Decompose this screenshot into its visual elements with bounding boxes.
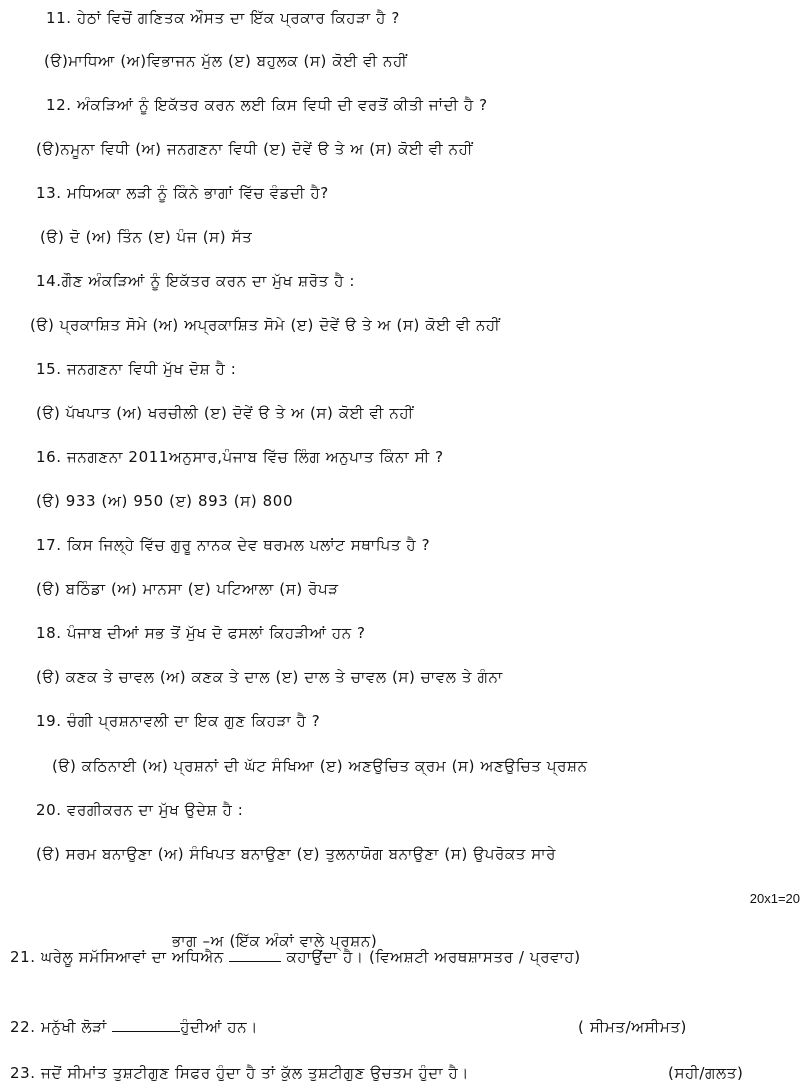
question-21 — [10, 946, 581, 968]
question-23: 23. ਜਦੋਂ ਸੀਮਾਂਤ ਤੁਸ਼ਟੀਗੁਣ ਸਿਫਰ ਹੁੰਦਾ ਹੈ ਤਾਂ ਕੁੱਲ ਤੁਸ਼ਟੀਗੁਣ ਉਚਤਮ ਹੁੰਦਾ ਹੈ। — [10, 1064, 470, 1082]
question-19: 19. ਚੰਗੀ ਪ੍ਰਸ਼ਨਾਵਲੀ ਦਾ ਇਕ ਗੁਣ ਕਿਹੜਾ ਹੈ ? — [36, 712, 321, 730]
question-12: 12. ਅੰਕੜਿਆਂ ਨੂੰ ਇਕੱਤਰ ਕਰਨ ਲਈ ਕਿਸ ਵਿਧੀ ਦੀ ਵਰਤੋਂ ਕੀਤੀ ਜਾਂਦੀ ਹੈ ? — [46, 96, 488, 114]
question-15-options: (ੳ) ਪੱਖਪਾਤ (ਅ) ਖਰਚੀਲੀ (ੲ) ਦੋਵੇਂ ੳ ਤੇ ਅ (ਸ) ਕੋਈ ਵੀ ਨਹੀਂ — [36, 404, 414, 422]
question-20-options: (ੳ) ਸਰਮ ਬਨਾਉਣਾ (ਅ) ਸੰਖਿਪਤ ਬਨਾਉਣਾ (ੲ) ਤੁਲਨਾਯੋਗ ਬਨਾਉਣਾ (ਸ) ਉਪਰੋਕਤ ਸਾਰੇ — [36, 845, 557, 863]
question-15: 15. ਜਨਗਣਨਾ ਵਿਧੀ ਮੁੱਖ ਦੋਸ਼ ਹੈ : — [36, 360, 237, 378]
section-heading: ਭਾਗ –ਅ (ਇੱਕ ਅੰਕਾਂ ਵਾਲੇ ਪ੍ਰਸ਼ਨ) — [172, 932, 378, 950]
question-22-text-after: ਹੁੰਦੀਆਂ ਹਨ। — [180, 1018, 258, 1036]
question-17: 17. ਕਿਸ ਜਿਲ੍ਹੇ ਵਿੱਚ ਗੁਰੂ ਨਾਨਕ ਦੇਵ ਥਰਮਲ ਪਲਾਂਟ ਸਥਾਪਿਤ ਹੈ ? — [36, 536, 431, 554]
question-22 — [10, 1016, 258, 1038]
question-12-options: (ੳ)ਨਮੂਨਾ ਵਿਧੀ (ਅ) ਜਨਗਣਨਾ ਵਿਧੀ (ੲ) ਦੋਵੇਂ ੳ ਤੇ ਅ (ਸ) ਕੋਈ ਵੀ ਨਹੀਂ — [36, 140, 473, 158]
question-22-choice: ( ਸੀਮਤ/ਅਸੀਮਤ) — [578, 1018, 687, 1036]
question-21-blank — [229, 949, 281, 962]
question-20: 20. ਵਰਗੀਕਰਨ ਦਾ ਮੁੱਖ ਉਦੇਸ਼ ਹੈ : — [36, 801, 244, 819]
question-23-choice: (ਸਹੀ/ਗਲਤ) — [668, 1064, 744, 1082]
question-18: 18. ਪੰਜਾਬ ਦੀਆਂ ਸਭ ਤੋਂ ਮੁੱਖ ਦੋ ਫਸਲਾਂ ਕਿਹੜੀਆਂ ਹਨ ? — [36, 624, 366, 642]
question-22-text: 22. ਮਨੁੱਖੀ ਲੋੜਾਂ — [10, 1018, 107, 1036]
question-11: 11. ਹੇਠਾਂ ਵਿਚੋਂ ਗਣਿਤਕ ਔਸਤ ਦਾ ਇੱਕ ਪ੍ਰਕਾਰ ਕਿਹੜਾ ਹੈ ? — [46, 9, 400, 27]
marks-label: 20x1=20 — [749, 891, 800, 906]
question-14-options: (ੳ) ਪ੍ਰਕਾਸ਼ਿਤ ਸੋਮੇ (ਅ) ਅਪ੍ਰਕਾਸ਼ਿਤ ਸੋਮੇ (ੲ) ਦੋਵੇਂ ੳ ਤੇ ਅ (ਸ) ਕੋਈ ਵੀ ਨਹੀਂ — [30, 316, 501, 334]
question-16-options: (ੳ) 933 (ਅ) 950 (ੲ) 893 (ਸ) 800 — [36, 492, 294, 510]
question-14: 14.ਗੌਣ ਅੰਕੜਿਆਂ ਨੂੰ ਇਕੱਤਰ ਕਰਨ ਦਾ ਮੁੱਖ ਸ਼ਰੋਤ ਹੈ : — [36, 272, 356, 290]
question-11-options: (ੳ)ਮਾਧਿਆ (ਅ)ਵਿਭਾਜਨ ਮੁੱਲ (ੲ) ਬਹੁਲਕ (ਸ) ਕੋਈ ਵੀ ਨਹੀਂ — [44, 52, 408, 70]
question-17-options: (ੳ) ਬਠਿੰਡਾ (ਅ) ਮਾਨਸਾ (ੲ) ਪਟਿਆਲਾ (ਸ) ਰੋਪੜ — [36, 580, 339, 598]
question-21-text: 21. ਘਰੇਲੂ ਸਮੱਸਿਆਵਾਂ ਦਾ ਅਧਿਐਨ — [10, 948, 224, 966]
question-13-options: (ੳ) ਦੋ (ਅ) ਤਿੰਨ (ੲ) ਪੰਜ (ਸ) ਸੱਤ — [40, 228, 253, 246]
question-13: 13. ਮਧਿਅਕਾ ਲੜੀ ਨੂੰ ਕਿੰਨੇ ਭਾਗਾਂ ਵਿੱਚ ਵੰਡਦੀ ਹੈ? — [36, 184, 329, 202]
question-22-blank — [112, 1019, 180, 1032]
question-21-text-after: ਕਹਾਉਂਦਾ ਹੈ। (ਵਿਅਸ਼ਟੀ ਅਰਥਸ਼ਾਸਤਰ / ਪ੍ਰਵਾਹ) — [286, 948, 581, 966]
question-16: 16. ਜਨਗਣਨਾ 2011ਅਨੁਸਾਰ,ਪੰਜਾਬ ਵਿੱਚ ਲਿੰਗ ਅਨੁਪਾਤ ਕਿੰਨਾ ਸੀ ? — [36, 448, 444, 466]
question-18-options: (ੳ) ਕਣਕ ਤੇ ਚਾਵਲ (ਅ) ਕਣਕ ਤੇ ਦਾਲ (ੲ) ਦਾਲ ਤੇ ਚਾਵਲ (ਸ) ਚਾਵਲ ਤੇ ਗੰਨਾ — [36, 668, 503, 686]
question-19-options: (ੳ) ਕਠਿਨਾਈ (ਅ) ਪ੍ਰਸ਼ਨਾਂ ਦੀ ਘੱਟ ਸੰਖਿਆ (ੲ) ਅਣਉਚਿਤ ਕ੍ਰਮ (ਸ) ਅਣਉਚਿਤ ਪ੍ਰਸ਼ਨ — [52, 757, 588, 775]
